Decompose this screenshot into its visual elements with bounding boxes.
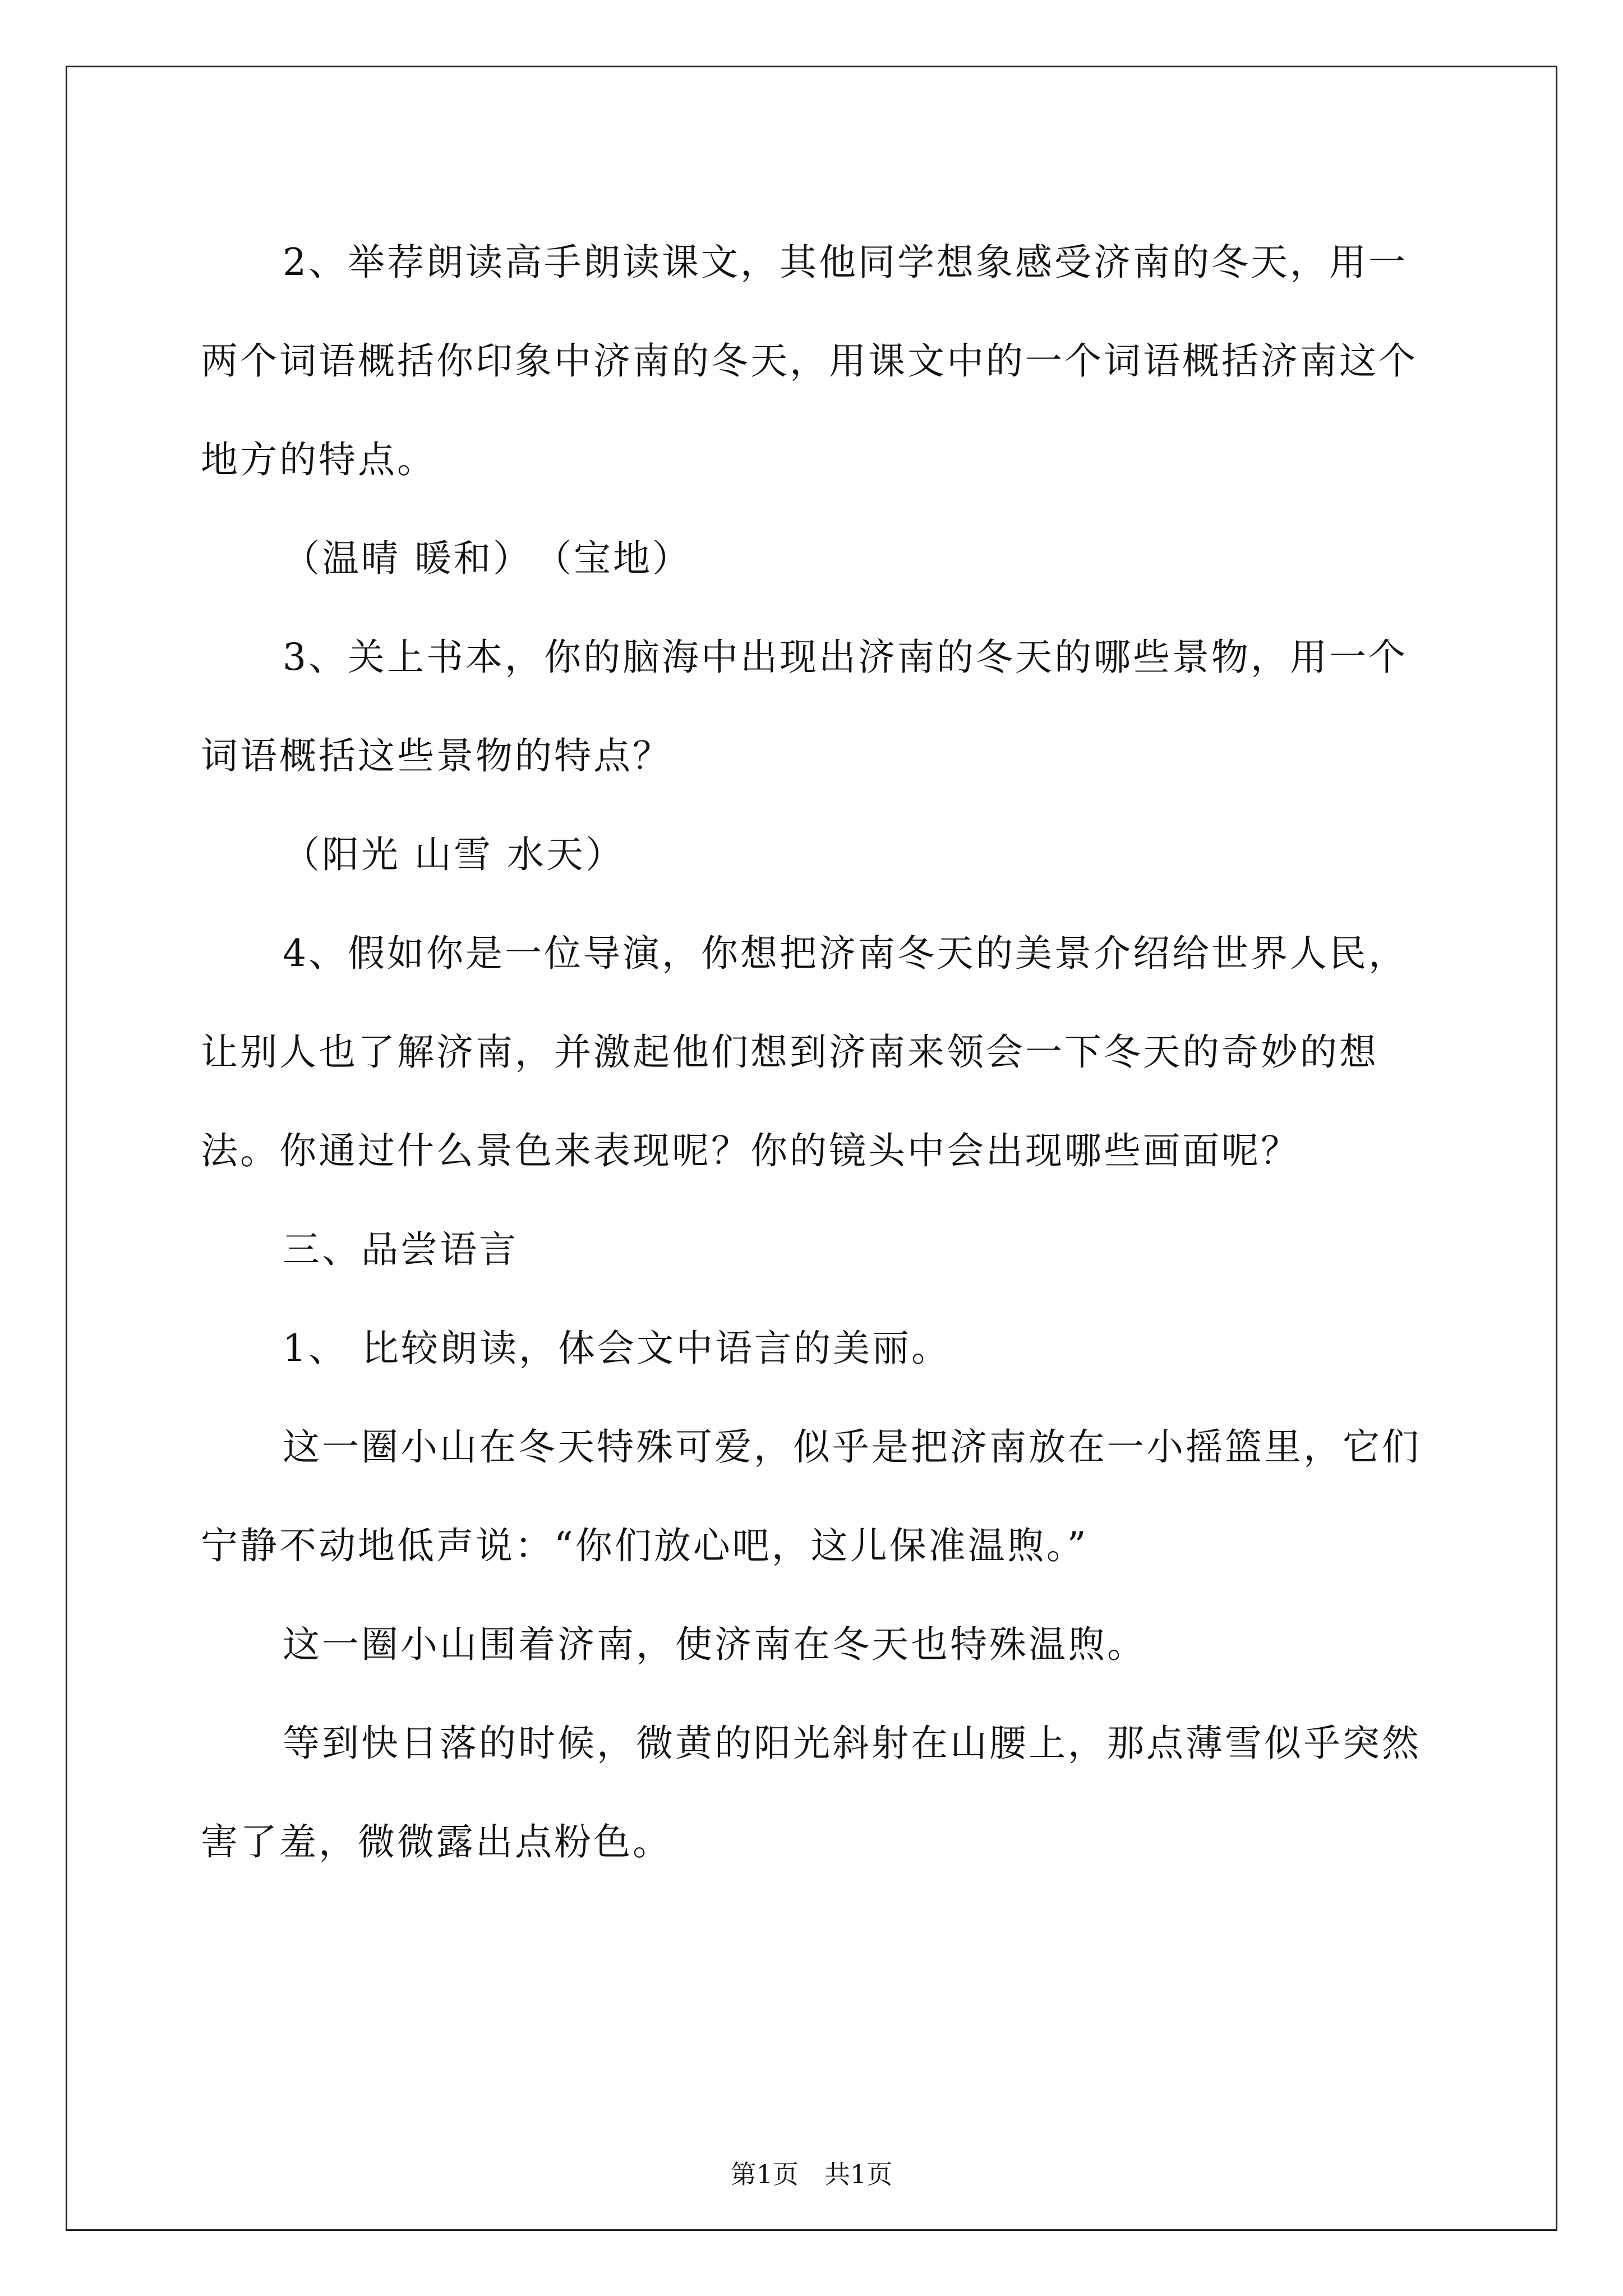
- document-body: [201, 213, 1423, 1892]
- paragraph-mountains-plain: 这一圈小山围着济南，使济南在冬天也特殊温煦。: [283, 1623, 1146, 1666]
- paragraph-close-book: 3、关上书本，你的脑海中出现出济南的冬天的哪些景物，用一个词语概括这些景物的特点？: [201, 636, 1408, 777]
- paragraph-quote-mountains: 这一圈小山在冬天特殊可爱，似乎是把济南放在一小摇篮里，它们宁静不动地低声说：“你们放心吧，这儿保准温煦。”: [201, 1425, 1421, 1567]
- paragraph-recommend-reading: 2、举荐朗读高手朗读课文，其他同学想象感受济南的冬天，用一两个词语概括你印象中济南的冬天，用课文中的一个词语概括济南这个地方的特点。: [201, 241, 1418, 481]
- paragraph-answer-warm: （温晴 暖和） （宝地）: [283, 537, 691, 580]
- paragraph-compare-reading: 1、 比较朗读，体会文中语言的美丽。: [283, 1327, 951, 1370]
- page-footer: 第1页 共1页: [730, 2159, 893, 2189]
- section-heading-language: 三、品尝语言: [283, 1228, 518, 1271]
- paragraph-director: 4、假如你是一位导演，你想把济南冬天的美景介绍给世界人民，让别人也了解济南，并激起他们想到济南来领会一下冬天的奇妙的想法。你通过什么景色来表现呢？你的镜头中会出现哪些画面呢？: [201, 932, 1408, 1172]
- paragraph-sunset: 等到快日落的时候，微黄的阳光斜射在山腰上，那点薄雪似乎突然害了羞，微微露出点粉色。: [201, 1722, 1421, 1864]
- paragraph-answer-scenery: （阳光 山雪 水天）: [283, 833, 625, 876]
